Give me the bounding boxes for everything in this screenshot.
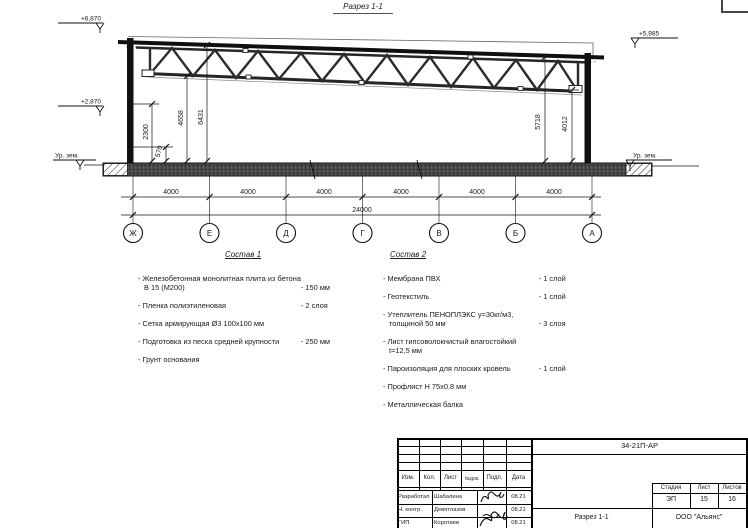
column-left [127,38,134,168]
axis-label: Ж [129,229,137,238]
list-item [138,355,348,364]
dim-2300: 2300 [143,124,150,140]
list-item [138,301,348,310]
footing-hatch-left [104,164,128,176]
axis-label: Г [360,229,365,238]
item-name: - Лист гипсоволокнистый влагостойкий t=12,5 мм [383,337,517,355]
company-name: ООО "Альянс" [675,514,723,521]
section-title: Разрез 1-1 [343,2,383,11]
rev-header-izm: Изм. [401,475,415,481]
column-right [585,53,592,168]
stage-label: Стадия [660,485,682,491]
bay-dim: 4000 [393,189,409,196]
doc-number: 34-21П-АР [620,441,659,450]
stray-dot: . [529,488,531,494]
item-qty: - 250 мм [300,337,330,346]
sheets-label: Листов [722,485,742,491]
elevation-mid-left [58,99,104,117]
item-name: - Утеплитель ПЕНОПЛЭКС у=30кг/м3, толщиной 50 мм [383,310,514,328]
rev-header-podp: Подп. [486,475,503,481]
bay-dim: 4000 [316,189,332,196]
item-qty: - 1 слой [538,364,566,373]
item-qty: - 2 слоя [300,301,328,310]
item-qty: - 1 слой [538,292,566,301]
floor-slab [103,163,652,176]
list-item [383,310,583,328]
stage-value: ЭП [665,496,677,503]
section-drawing [0,0,748,250]
gusset-plate [243,49,248,53]
sign-role: ГИП [398,520,410,526]
item-name: - Сетка армирующая Ø3 100х100 мм [138,319,265,328]
item-name: - Мембрана ПВХ [383,274,441,283]
sign-date: 08.21 [511,507,526,513]
item-name: - Грунт основания [138,355,200,364]
bay-dim: 4000 [546,189,562,196]
ground-level-left-label: Ур. зем. [55,152,79,160]
ground-level-right-label: Ур. зем. [633,152,657,160]
axis-label: А [589,229,595,238]
total-dim: 24000 [352,207,372,214]
item-name: - Геотекстиль [383,292,430,301]
sign-name: Коротаев [434,520,460,526]
bay-dim: 4000 [163,189,179,196]
rev-header-ndok: №док. [464,476,480,482]
dim-5718: 5718 [535,114,542,130]
sign-role: Н. контр. [398,507,422,513]
elevation-mid-left-value: +2,870 [80,98,101,106]
axis-label: Б [512,229,519,238]
item-qty: - 1 слой [538,274,566,283]
dim-4658: 4658 [178,110,185,126]
sign-name: Шабалина [434,494,462,500]
dim-570: 570 [154,145,165,159]
list-item [383,274,583,283]
sign-name: Девятлазов [434,507,466,513]
list-item [138,319,348,328]
axis-label: В [436,229,442,238]
bay-dim: 4000 [240,189,256,196]
item-name: - Профлист Н 75х0.8 мм [383,382,467,391]
list-item [383,400,583,409]
sheet-value: 15 [700,496,708,503]
item-name: - Металлическая балка [383,400,463,409]
rev-header-list: Лист [443,475,458,481]
item-qty: - 3 слоя [538,319,566,328]
sheet-label: Лист [697,485,711,491]
gusset-plate [246,75,251,79]
rev-header-kol: Кол. [423,475,436,481]
dim-4012: 4012 [562,116,569,132]
list-item [383,337,583,355]
item-qty: - 150 мм [300,283,330,292]
sostav-2 [383,250,583,418]
list-item [383,292,583,301]
list-item [383,364,583,373]
gusset-plate [468,55,473,59]
gusset-plate [518,87,523,91]
elevation-top-left [58,16,104,34]
dim-6431: 6431 [198,109,205,125]
elevation-top-right [631,31,678,49]
elevation-top-right-value: +5,985 [639,30,660,38]
list-item [383,382,583,391]
list-item [138,337,348,346]
sign-date: 08.21 [511,494,526,500]
truss-bearing-left [142,70,154,77]
item-name: - Пленка полиэтиленовая [138,301,226,310]
elevation-top-left-value: +6,870 [80,15,101,23]
item-name: - Подготовка из песка средней крупности [138,337,280,346]
axis-label: Д [283,229,289,238]
sostav-2-title: Состав 2 [390,250,427,259]
sheets-value: 16 [728,496,736,503]
truss-bottom-chord-edge [147,77,582,95]
item-name: - Железобетонная монолитная плита из бетона В 15 (М200) [138,274,301,292]
item-name: - Пароизоляция для плоских кровель [383,364,511,373]
sostav-1 [138,250,348,373]
axis-label: Е [206,229,213,238]
bay-dim: 4000 [469,189,485,196]
gusset-plate [359,81,364,85]
horizontal-dimensions [121,176,601,223]
title-block [397,438,748,528]
sign-date: 08.21 [511,520,526,526]
sign-role: Разработал [398,494,430,500]
ground-level-left [53,153,96,171]
sostav-1-title: Состав 1 [224,250,262,259]
rev-header-data: Дата [511,475,526,481]
drawing-name: Разрез 1-1 [574,514,609,521]
list-item [138,274,348,292]
